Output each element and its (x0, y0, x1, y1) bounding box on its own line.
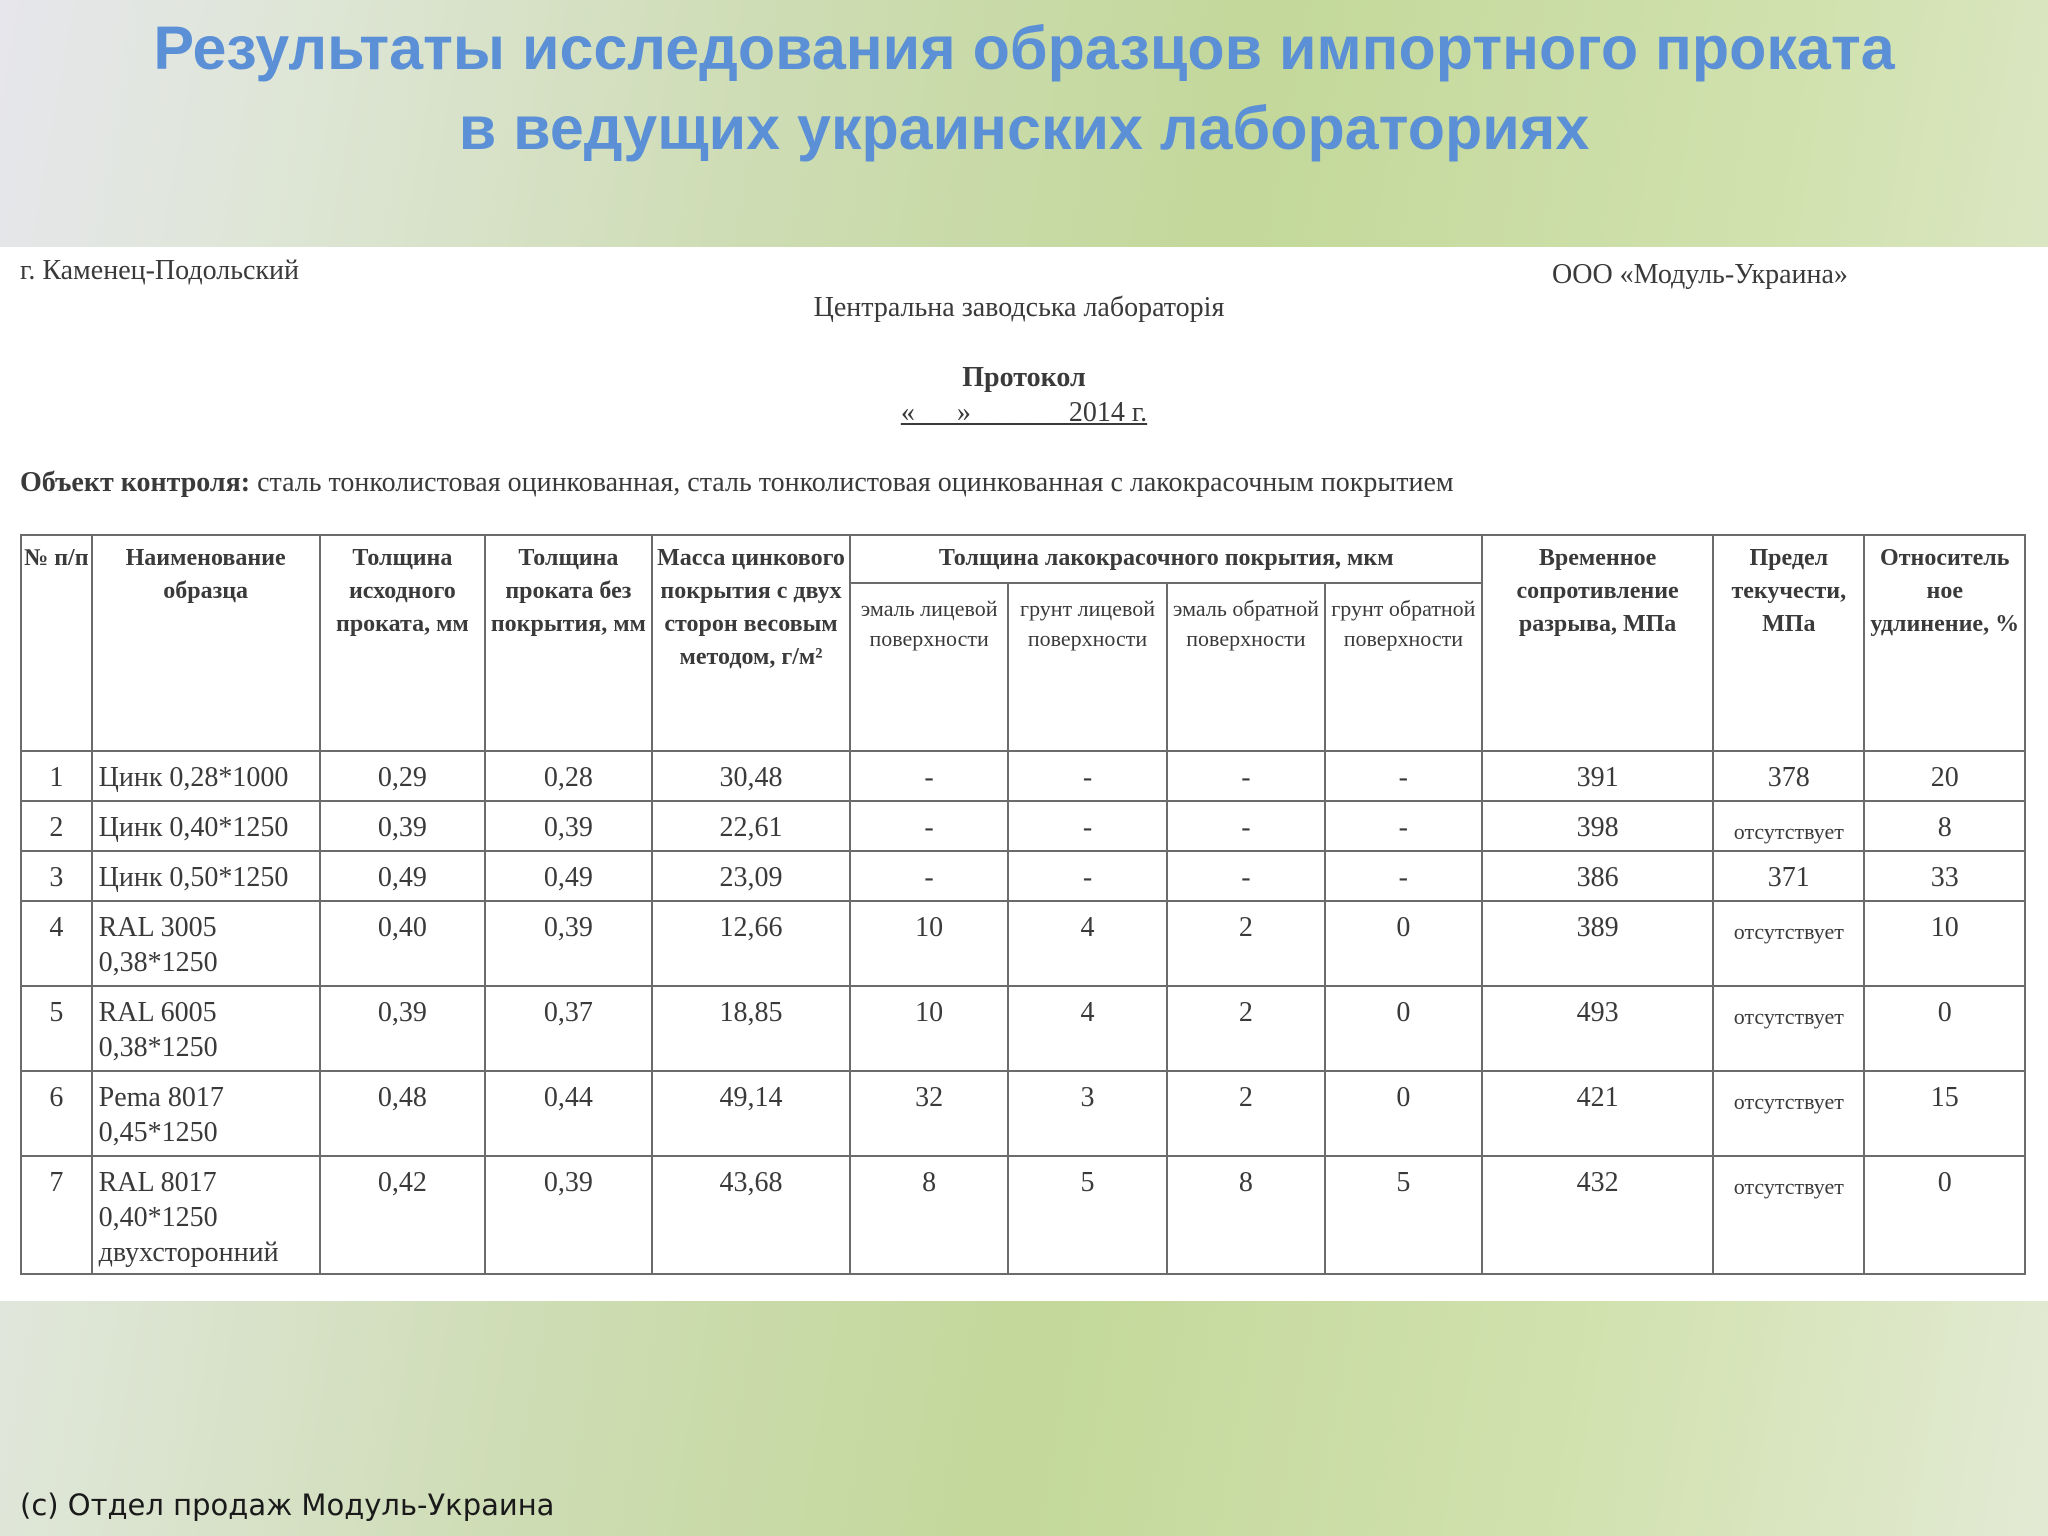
header-thickness-no-coating: Толщина проката без покрытия, мм (485, 535, 651, 751)
control-object (20, 467, 1454, 499)
yield-strength-cell: отсутствует (1713, 1156, 1864, 1274)
sample-name-cell: RAL 3005 0,38*1250 (92, 901, 320, 986)
sample-name-cell: Цинк 0,50*1250 (92, 851, 320, 901)
primer-back-cell: 5 (1325, 1156, 1482, 1274)
row-number-cell: 2 (21, 801, 92, 851)
yield-strength-cell: отсутствует (1713, 986, 1864, 1071)
elongation-cell: 0 (1864, 986, 2025, 1071)
header-primer-back: грунт обратной поверхности (1325, 583, 1482, 751)
thickness-no-coating-cell: 0,44 (485, 1071, 651, 1156)
primer-back-cell: - (1325, 851, 1482, 901)
protocol-title: Протокол (962, 362, 1086, 393)
slide-title (0, 8, 2048, 168)
thickness-initial-cell: 0,42 (320, 1156, 485, 1274)
slide-title-line-2: в ведущих украинских лабораториях (458, 94, 1590, 162)
enamel-front-cell: 8 (850, 1156, 1007, 1274)
enamel-back-cell: - (1167, 851, 1324, 901)
table-row (21, 751, 2025, 801)
primer-front-cell: 3 (1008, 1071, 1167, 1156)
header-no: № п/п (21, 535, 92, 751)
thickness-initial-cell: 0,48 (320, 1071, 485, 1156)
thickness-initial-cell: 0,29 (320, 751, 485, 801)
thickness-initial-cell: 0,40 (320, 901, 485, 986)
enamel-back-cell: - (1167, 751, 1324, 801)
table-row (21, 851, 2025, 901)
header-enamel-front: эмаль лицевой поверхности (850, 583, 1007, 751)
primer-back-cell: - (1325, 751, 1482, 801)
enamel-back-cell: 2 (1167, 901, 1324, 986)
thickness-no-coating-cell: 0,37 (485, 986, 651, 1071)
thickness-no-coating-cell: 0,28 (485, 751, 651, 801)
enamel-front-cell: 10 (850, 986, 1007, 1071)
header-elongation: Относитель ное удлинение, % (1864, 535, 2025, 751)
header-yield: Предел текучести, МПа (1713, 535, 1864, 751)
elongation-cell: 15 (1864, 1071, 2025, 1156)
enamel-front-cell: 10 (850, 901, 1007, 986)
enamel-front-cell: - (850, 751, 1007, 801)
tensile-strength-cell: 493 (1482, 986, 1713, 1071)
elongation-cell: 20 (1864, 751, 2025, 801)
control-object-text: сталь тонколистовая оцинкованная, сталь тонколистовая оцинкованная с лакокрасочным покрытием (257, 467, 1454, 498)
protocol-date: «___» ______ 2014 г. (900, 397, 1148, 428)
header-name: Наименование образца (92, 535, 320, 751)
zinc-mass-cell: 23,09 (652, 851, 851, 901)
row-number-cell: 7 (21, 1156, 92, 1274)
tensile-strength-cell: 421 (1482, 1071, 1713, 1156)
header-paint-thickness: Толщина лакокрасочного покрытия, мкм (850, 535, 1482, 583)
elongation-cell: 10 (1864, 901, 2025, 986)
yield-strength-cell: 378 (1713, 751, 1864, 801)
document-city: г. Каменец-Подольский (20, 255, 299, 286)
document-company: ООО «Модуль-Украина» (1552, 259, 1848, 290)
zinc-mass-cell: 18,85 (652, 986, 851, 1071)
primer-front-cell: - (1008, 801, 1167, 851)
yield-strength-cell: отсутствует (1713, 1071, 1864, 1156)
table-row (21, 801, 2025, 851)
primer-front-cell: 4 (1008, 901, 1167, 986)
zinc-mass-cell: 49,14 (652, 1071, 851, 1156)
document-lab-name: Центральна заводська лабораторія (813, 292, 1225, 323)
enamel-front-cell: 32 (850, 1071, 1007, 1156)
thickness-no-coating-cell: 0,39 (485, 901, 651, 986)
sample-name-cell: Цинк 0,40*1250 (92, 801, 320, 851)
row-number-cell: 4 (21, 901, 92, 986)
thickness-initial-cell: 0,39 (320, 986, 485, 1071)
enamel-back-cell: 2 (1167, 986, 1324, 1071)
primer-back-cell: 0 (1325, 1071, 1482, 1156)
scanned-protocol-document (0, 247, 2048, 1301)
slide-footer: (с) Отдел продаж Модуль-Украина (20, 1488, 555, 1522)
row-number-cell: 6 (21, 1071, 92, 1156)
primer-front-cell: 5 (1008, 1156, 1167, 1274)
row-number-cell: 1 (21, 751, 92, 801)
tensile-strength-cell: 432 (1482, 1156, 1713, 1274)
elongation-cell: 8 (1864, 801, 2025, 851)
elongation-cell: 33 (1864, 851, 2025, 901)
sample-name-cell: Pema 8017 0,45*1250 (92, 1071, 320, 1156)
table-row (21, 901, 2025, 986)
header-primer-front: грунт лицевой поверхности (1008, 583, 1167, 751)
primer-back-cell: 0 (1325, 901, 1482, 986)
tensile-strength-cell: 391 (1482, 751, 1713, 801)
enamel-back-cell: - (1167, 801, 1324, 851)
thickness-no-coating-cell: 0,39 (485, 1156, 651, 1274)
sample-name-cell: RAL 6005 0,38*1250 (92, 986, 320, 1071)
control-object-label: Объект контроля: (20, 467, 251, 498)
primer-back-cell: 0 (1325, 986, 1482, 1071)
tensile-strength-cell: 389 (1482, 901, 1713, 986)
results-table (20, 534, 2026, 1275)
row-number-cell: 3 (21, 851, 92, 901)
zinc-mass-cell: 43,68 (652, 1156, 851, 1274)
results-table-body (21, 751, 2025, 1274)
zinc-mass-cell: 12,66 (652, 901, 851, 986)
enamel-front-cell: - (850, 801, 1007, 851)
enamel-back-cell: 8 (1167, 1156, 1324, 1274)
sample-name-cell: RAL 8017 0,40*1250 двухсторонний (92, 1156, 320, 1274)
thickness-no-coating-cell: 0,49 (485, 851, 651, 901)
enamel-back-cell: 2 (1167, 1071, 1324, 1156)
thickness-initial-cell: 0,39 (320, 801, 485, 851)
table-row (21, 1071, 2025, 1156)
yield-strength-cell: отсутствует (1713, 901, 1864, 986)
table-row (21, 986, 2025, 1071)
enamel-front-cell: - (850, 851, 1007, 901)
thickness-no-coating-cell: 0,39 (485, 801, 651, 851)
sample-name-cell: Цинк 0,28*1000 (92, 751, 320, 801)
elongation-cell: 0 (1864, 1156, 2025, 1274)
slide-title-line-1: Результаты исследования образцов импортного проката (153, 14, 1895, 82)
primer-front-cell: 4 (1008, 986, 1167, 1071)
tensile-strength-cell: 398 (1482, 801, 1713, 851)
zinc-mass-cell: 22,61 (652, 801, 851, 851)
yield-strength-cell: отсутствует (1713, 801, 1864, 851)
tensile-strength-cell: 386 (1482, 851, 1713, 901)
primer-front-cell: - (1008, 751, 1167, 801)
header-tensile: Временное сопротивление разрыва, МПа (1482, 535, 1713, 751)
row-number-cell: 5 (21, 986, 92, 1071)
table-row (21, 1156, 2025, 1274)
thickness-initial-cell: 0,49 (320, 851, 485, 901)
yield-strength-cell: 371 (1713, 851, 1864, 901)
header-enamel-back: эмаль обратной поверхности (1167, 583, 1324, 751)
header-thickness-initial: Толщина исходного проката, мм (320, 535, 485, 751)
primer-front-cell: - (1008, 851, 1167, 901)
zinc-mass-cell: 30,48 (652, 751, 851, 801)
header-zinc-mass: Масса цинкового покрытия с двух сторон весовым методом, г/м² (652, 535, 851, 751)
primer-back-cell: - (1325, 801, 1482, 851)
